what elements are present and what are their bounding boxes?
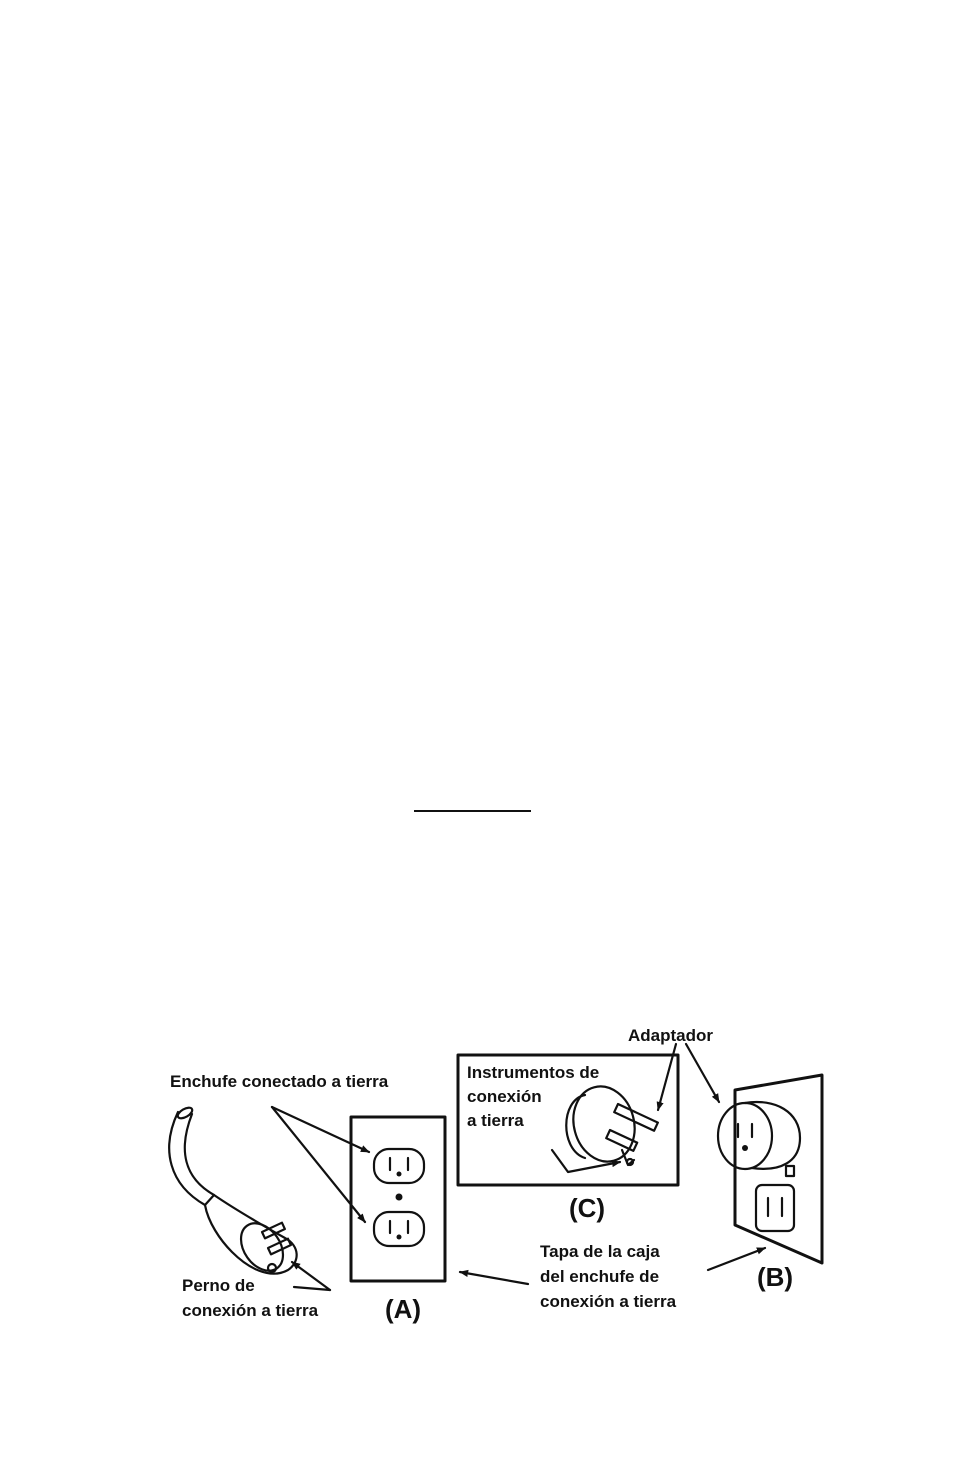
label-grounding-pin: Perno de [182,1276,255,1295]
label-grounding-means-1: Instrumentos de [467,1063,600,1082]
adapter-body [565,1080,643,1169]
duplex-outlet-a [351,1117,445,1281]
lower-wall-receptacle [756,1185,794,1231]
figure-label-a: (A) [385,1294,422,1324]
label-cover-2: del enchufe de [540,1267,660,1286]
wall-outlet-b [718,1075,822,1263]
label-grounding-pin-2: conexión a tierra [182,1301,319,1320]
label-grounding-means-3: a tierra [467,1111,524,1130]
upper-receptacle [374,1149,424,1183]
label-grounded-plug: Enchufe conectado a tierra [170,1072,389,1091]
label-adapter: Adaptador [628,1026,713,1045]
plugged-adapter [718,1103,772,1169]
label-cover-1: Tapa de la caja [540,1242,660,1261]
figure-label-b: (B) [757,1262,794,1292]
grounded-plug-drawing [169,1106,296,1279]
label-cover-3: conexión a tierra [540,1292,677,1311]
label-grounding-means-2: conexión [467,1087,542,1106]
plate-screw [396,1194,403,1201]
lower-receptacle [374,1212,424,1246]
figure-label-c: (C) [569,1193,606,1223]
